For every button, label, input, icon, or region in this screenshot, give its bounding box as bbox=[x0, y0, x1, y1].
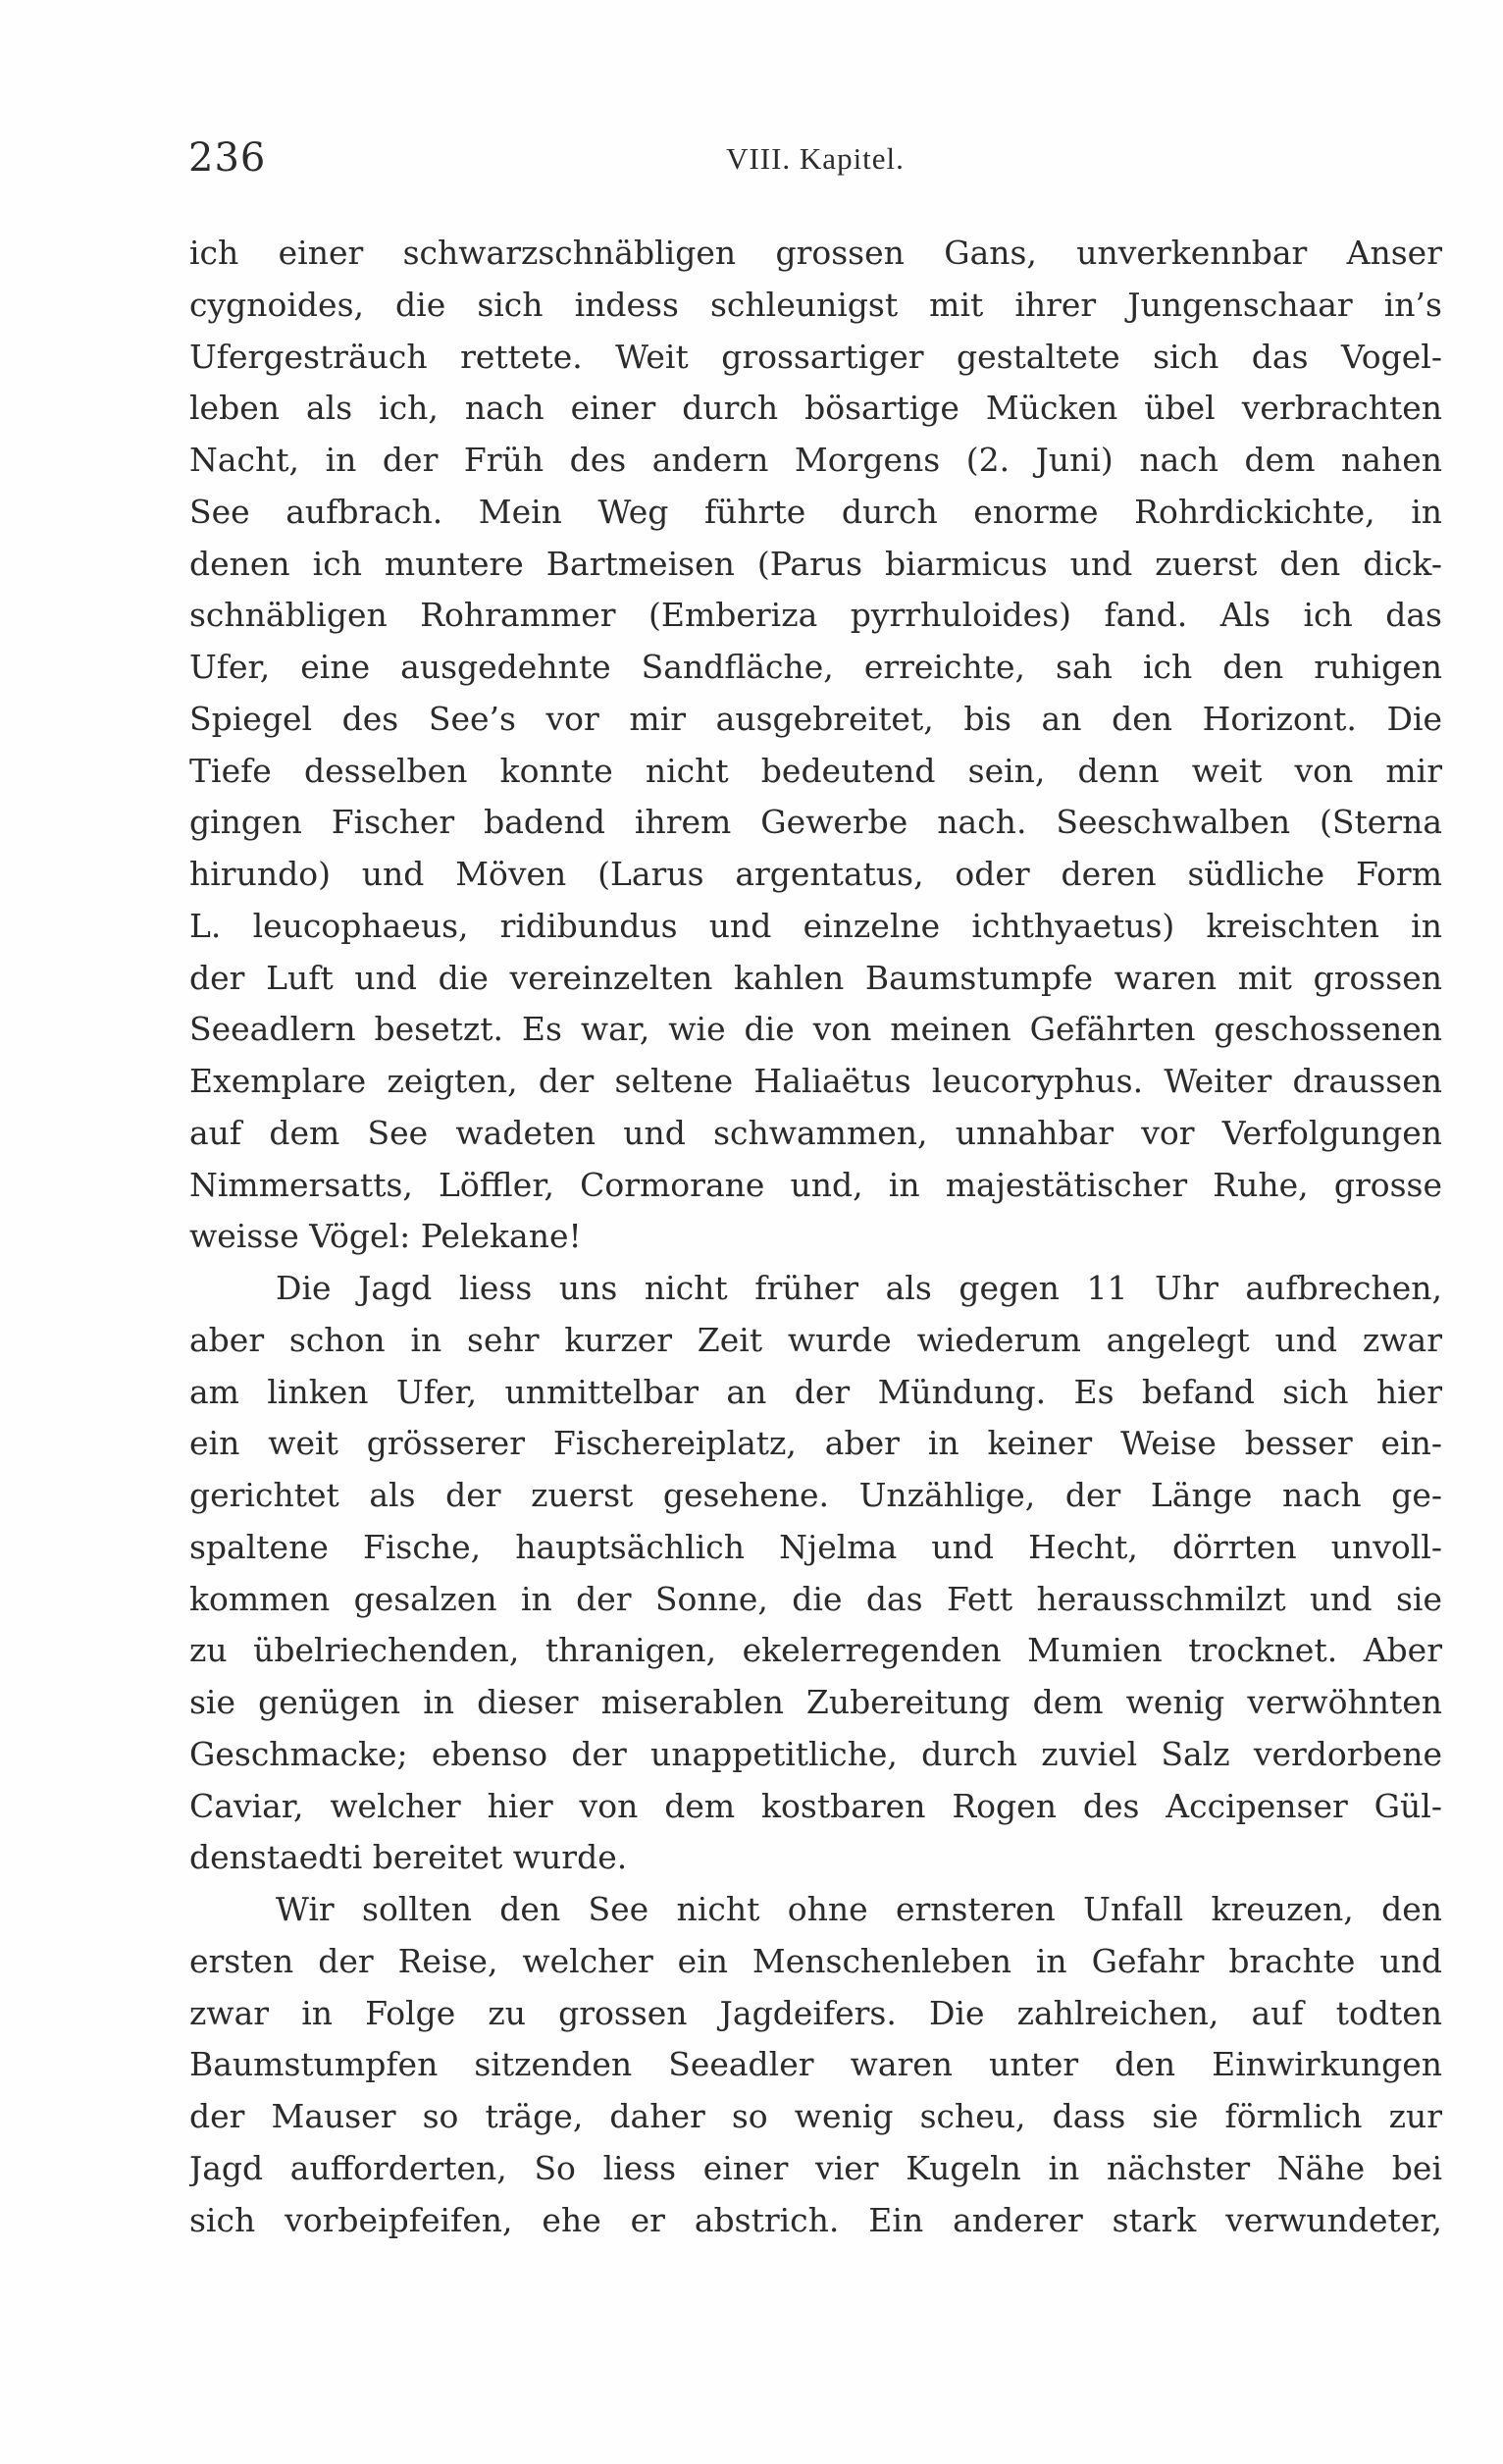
text-line: ich einer schwarzschnäbligen grossen Gans, unverkennbar Anser bbox=[189, 234, 1442, 272]
text-line: Tiefe desselben konnte nicht bedeutend sein, denn weit von mir bbox=[189, 751, 1442, 790]
text-line: zu übelriechenden, thranigen, ekelerregenden Mumien trocknet. Aber bbox=[189, 1631, 1442, 1670]
text-line: der Mauser so träge, daher so wenig scheu, dass sie förmlich zur bbox=[189, 2097, 1442, 2135]
text-line: cygnoides, die sich indess schleunigst mit ihrer Jungenschaar in’s bbox=[189, 285, 1442, 324]
text-line: schnäbligen Rohrammer (Emberiza pyrrhuloides) fand. Als ich das bbox=[189, 596, 1442, 635]
text-line: hirundo) und Möven (Larus argentatus, oder deren südliche Form bbox=[189, 855, 1442, 893]
text-line: Ufergesträuch rettete. Weit grossartiger gestaltete sich das Vogel- bbox=[189, 337, 1442, 376]
page-number: 236 bbox=[188, 135, 267, 181]
body-text bbox=[189, 228, 1442, 2246]
text-line: kommen gesalzen in der Sonne, die das Fett herausschmilzt und sie bbox=[189, 1579, 1442, 1618]
text-line: Geschmacke; ebenso der unappetitliche, durch zuviel Salz verdorbene bbox=[189, 1734, 1442, 1773]
text-line: gerichtet als der zuerst gesehene. Unzählige, der Länge nach ge- bbox=[189, 1476, 1442, 1514]
text-line: Caviar, welcher hier von dem kostbaren Rogen des Accipenser Gül- bbox=[189, 1786, 1442, 1825]
text-line: am linken Ufer, unmittelbar an der Mündung. Es befand sich hier bbox=[189, 1372, 1442, 1411]
text-line: Baumstumpfen sitzenden Seeadler waren unter den Einwirkungen bbox=[189, 2045, 1442, 2084]
text-line: gingen Fischer badend ihrem Gewerbe nach. Seeschwalben (Sterna bbox=[189, 803, 1442, 842]
text-line: sich vorbeipfeifen, ehe er abstrich. Ein anderer stark verwundeter, bbox=[189, 2200, 1442, 2239]
text-line: sie genügen in dieser miserablen Zubereitung dem wenig verwöhnten bbox=[189, 1683, 1442, 1721]
text-line: spaltene Fische, hauptsächlich Njelma und Hecht, dörrten unvoll- bbox=[189, 1527, 1442, 1566]
text-line: leben als ich, nach einer durch bösartige Mücken übel verbrachten bbox=[189, 389, 1442, 428]
text-line: L. leucophaeus, ridibundus und einzelne ichthyaetus) kreischten in bbox=[189, 906, 1442, 945]
text-line: Nacht, in der Früh des andern Morgens (2. Juni) nach dem nahen bbox=[189, 441, 1442, 479]
text-line: auf dem See wadeten und schwammen, unnahbar vor Verfolgungen bbox=[189, 1113, 1442, 1152]
text-line: ein weit grösserer Fischereiplatz, aber in keiner Weise besser ein- bbox=[189, 1424, 1442, 1463]
text-line-paragraph-end: denstaedti bereitet wurde. bbox=[189, 1838, 628, 1877]
running-head: VIII. Kapitel. bbox=[726, 141, 905, 176]
text-line: See aufbrach. Mein Weg führte durch enorme Rohrdickichte, in bbox=[189, 492, 1442, 531]
text-line: der Luft und die vereinzelten kahlen Baumstumpfe waren mit grossen bbox=[189, 958, 1442, 997]
text-line: Spiegel des See’s vor mir ausgebreitet, bis an den Horizont. Die bbox=[189, 699, 1442, 738]
text-line: Nimmersatts, Löffler, Cormorane und, in majestätischer Ruhe, grosse bbox=[189, 1165, 1442, 1204]
text-line-paragraph-start: Die Jagd liess uns nicht früher als gegen 11 Uhr aufbrechen, bbox=[276, 1269, 1442, 1307]
text-line: Ufer, eine ausgedehnte Sandfläche, erreichte, sah ich den ruhigen bbox=[189, 648, 1442, 686]
text-line-paragraph-start: Wir sollten den See nicht ohne ernsteren Unfall kreuzen, den bbox=[276, 1890, 1442, 1928]
text-line: ersten der Reise, welcher ein Menschenleben in Gefahr brachte und bbox=[189, 1941, 1442, 1980]
page-header bbox=[188, 135, 1442, 194]
text-line: Exemplare zeigten, der seltene Haliaëtus leucoryphus. Weiter draussen bbox=[189, 1062, 1442, 1100]
text-line: Seeadlern besetzt. Es war, wie die von meinen Gefährten geschossenen bbox=[189, 1010, 1442, 1049]
text-line: denen ich muntere Bartmeisen (Parus biarmicus und zuerst den dick- bbox=[189, 544, 1442, 583]
text-line: Jagd aufforderten, So liess einer vier Kugeln in nächster Nähe bei bbox=[189, 2148, 1442, 2187]
text-line: zwar in Folge zu grossen Jagdeifers. Die zahlreichen, auf todten bbox=[189, 1993, 1442, 2032]
text-line: aber schon in sehr kurzer Zeit wurde wiederum angelegt und zwar bbox=[189, 1320, 1442, 1359]
text-line-paragraph-end: weisse Vögel: Pelekane! bbox=[189, 1217, 582, 1256]
